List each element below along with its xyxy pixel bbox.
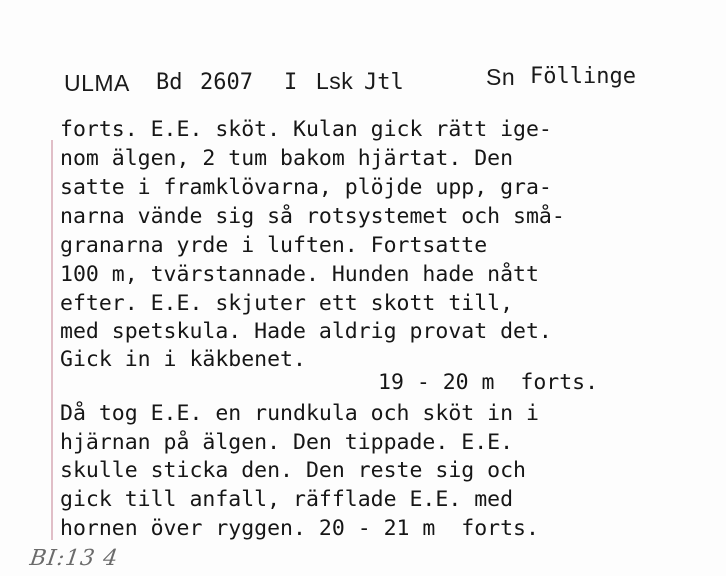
archive-code: ULMA [64, 70, 130, 96]
volume-label: I [284, 70, 298, 95]
record-number: 2607 [200, 70, 253, 95]
text-line: forts. E.E. sköt. Kulan gick rätt ige- [60, 117, 552, 142]
text-line: efter. E.E. skjuter ett skott till, [60, 291, 514, 316]
text-line: satte i framklövarna, plöjde upp, gra- [60, 175, 552, 200]
jtl-label: Jtl [364, 70, 404, 95]
text-line: narna vände sig så rotsystemet och små- [60, 204, 565, 229]
text-line: med spetskula. Hade aldrig provat det. [60, 319, 552, 344]
text-line: nom älgen, 2 tum bakom hjärtat. Den [60, 146, 514, 171]
text-line-distance: 19 - 20 m forts. [378, 370, 599, 395]
lsk-label: Lsk [316, 68, 354, 94]
card-header [64, 62, 706, 98]
text-line: Gick in i käkbenet. [60, 347, 306, 372]
handwritten-note: BI:13 4 [28, 546, 121, 571]
text-line: hjärnan på älgen. Den tippade. E.E. [60, 430, 514, 455]
margin-rule [51, 140, 53, 540]
bd-label: Bd [156, 70, 183, 95]
text-line: Då tog E.E. en rundkula och sköt in i [60, 401, 539, 426]
sn-label: Sn [486, 64, 516, 90]
parish-name: Föllinge [530, 64, 636, 89]
text-line: 100 m, tvärstannade. Hunden hade nått [60, 262, 539, 287]
text-line: gick till anfall, räfflade E.E. med [60, 487, 514, 512]
text-line: hornen över ryggen. 20 - 21 m forts. [60, 516, 539, 541]
text-line: skulle sticka den. Den reste sig och [60, 458, 526, 483]
text-line: granarna yrde i luften. Fortsatte [60, 233, 488, 258]
